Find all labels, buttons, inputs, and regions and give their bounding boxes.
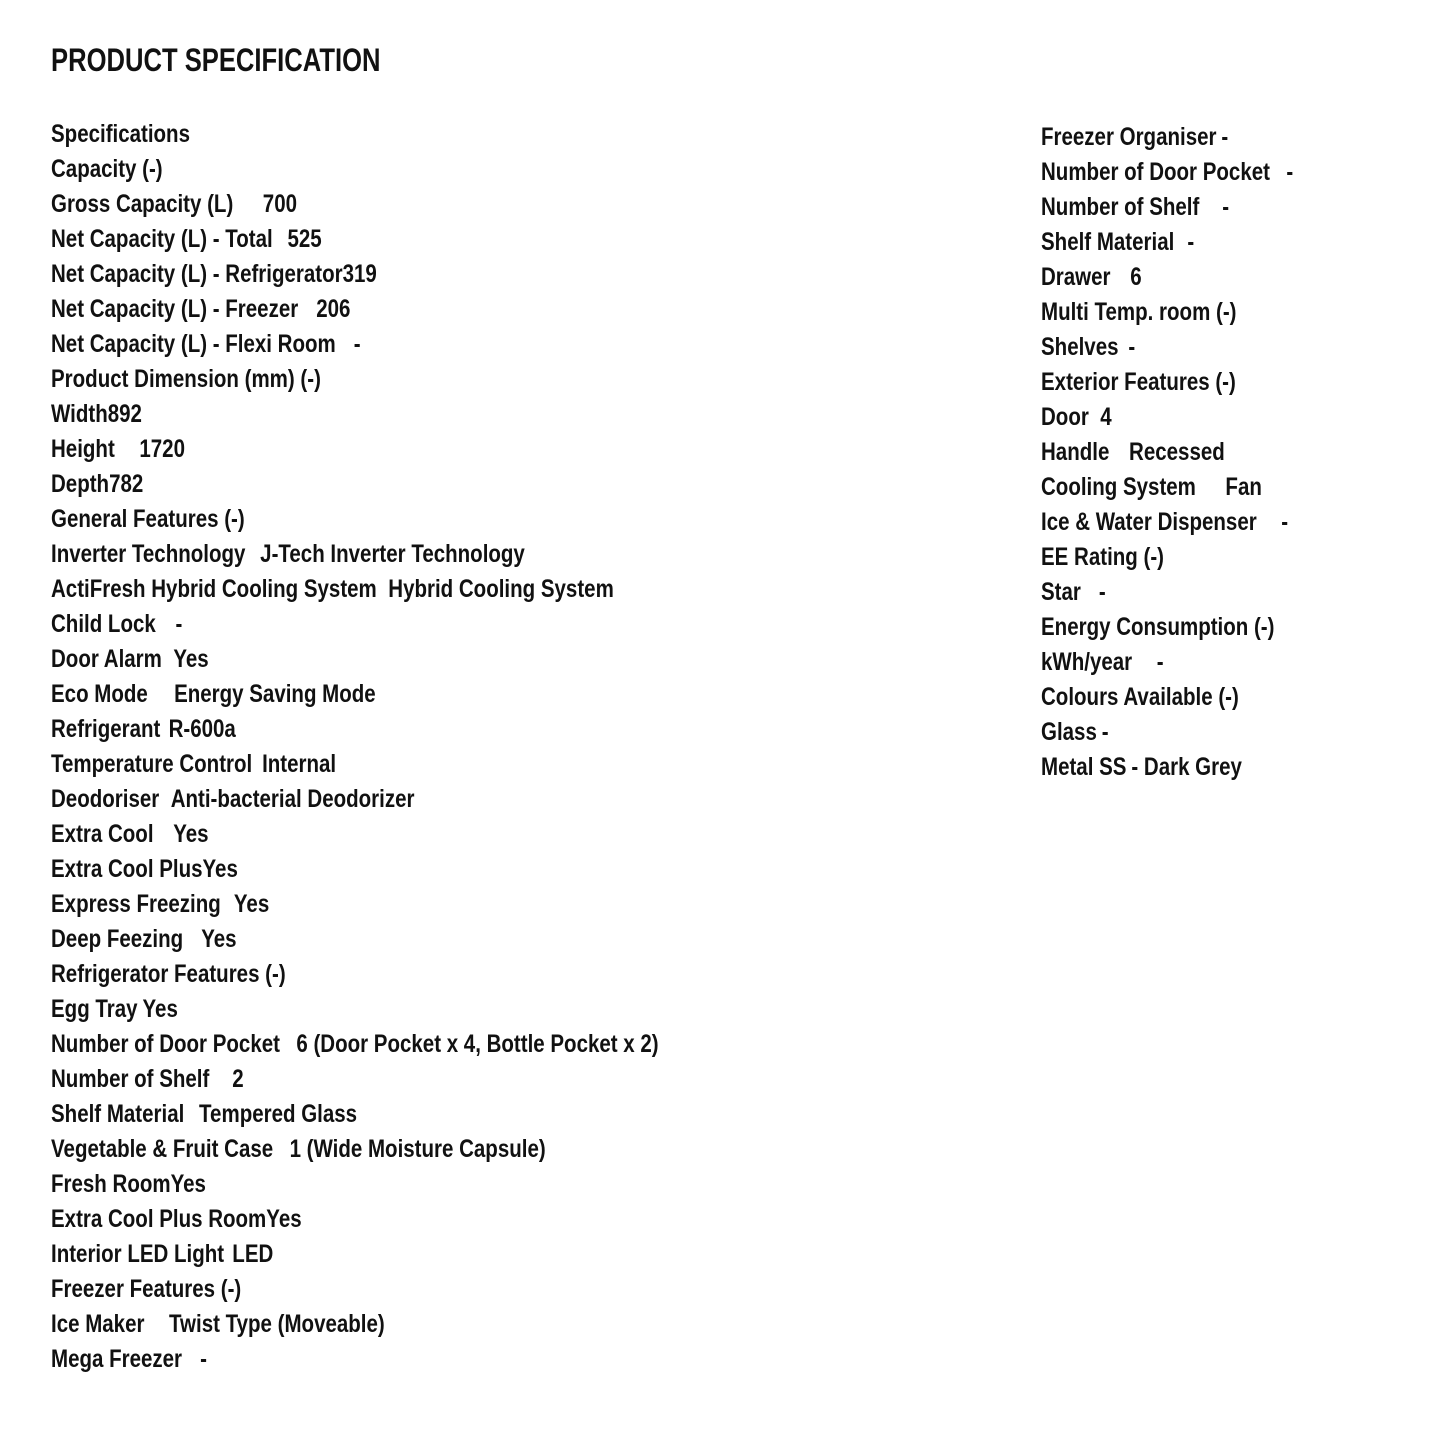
spec-label: Door Alarm — [51, 645, 162, 673]
spec-value: - — [1221, 123, 1229, 151]
spec-label: Handle — [1041, 438, 1110, 466]
spec-label: Capacity (-) — [51, 155, 163, 183]
spec-value: - — [1101, 718, 1109, 746]
spec-label: ActiFresh Hybrid Cooling System — [51, 575, 377, 603]
spec-value: - — [1286, 158, 1294, 186]
spec-row — [51, 1202, 659, 1237]
spec-label: Ice & Water Dispenser — [1041, 508, 1257, 536]
spec-label: Exterior Features (-) — [1041, 368, 1236, 396]
spec-row — [51, 922, 659, 957]
spec-value: - — [200, 1345, 207, 1373]
spec-label: Eco Mode — [51, 680, 148, 708]
spec-row — [51, 887, 659, 922]
spec-row — [51, 397, 659, 432]
spec-label: Mega Freezer — [51, 1345, 183, 1373]
spec-list-right — [1041, 120, 1349, 785]
spec-value: - — [1281, 508, 1289, 536]
spec-value: - — [175, 610, 183, 638]
spec-label: Glass — [1041, 718, 1097, 746]
spec-row — [51, 117, 659, 152]
spec-value: J-Tech Inverter Technology — [260, 540, 525, 568]
spec-row — [1041, 645, 1293, 680]
spec-row — [51, 187, 659, 222]
spec-row — [51, 152, 659, 187]
spec-label: Number of Shelf — [1041, 193, 1200, 221]
spec-row — [1041, 400, 1293, 435]
spec-row — [51, 957, 659, 992]
spec-label: Interior LED Light — [51, 1240, 225, 1268]
spec-label: Ice Maker — [51, 1310, 145, 1338]
spec-row — [51, 1237, 659, 1272]
spec-row — [1041, 365, 1293, 400]
spec-value: Yes — [233, 890, 270, 918]
spec-label: Fresh Room — [51, 1170, 171, 1198]
spec-value: Fan — [1225, 473, 1262, 501]
spec-row — [1041, 330, 1293, 365]
spec-label: Product Dimension (mm) (-) — [51, 365, 321, 393]
spec-value: - — [353, 330, 361, 358]
spec-value: - Dark Grey — [1131, 753, 1242, 781]
spec-label: Drawer — [1041, 263, 1111, 291]
spec-label: Shelf Material — [1041, 228, 1175, 256]
spec-label: Vegetable & Fruit Case — [51, 1135, 274, 1163]
spec-value: Tempered Glass — [199, 1100, 358, 1128]
spec-row — [51, 1307, 659, 1342]
spec-label: Number of Door Pocket — [1041, 158, 1270, 186]
spec-row — [1041, 120, 1293, 155]
spec-row — [51, 257, 659, 292]
spec-row — [1041, 575, 1293, 610]
spec-row — [1041, 540, 1293, 575]
spec-value: R-600a — [168, 715, 236, 743]
spec-value: 206 — [316, 295, 351, 323]
spec-label: Depth — [51, 470, 110, 498]
spec-label: Door — [1041, 403, 1089, 431]
spec-label: Specifications — [51, 120, 190, 148]
spec-row — [51, 537, 659, 572]
spec-row — [1041, 750, 1293, 785]
spec-row — [1041, 435, 1293, 470]
spec-value: Energy Saving Mode — [174, 680, 376, 708]
spec-value: 525 — [287, 225, 322, 253]
spec-row — [51, 1132, 659, 1167]
spec-label: Deep Feezing — [51, 925, 184, 953]
spec-label: Colours Available (-) — [1041, 683, 1239, 711]
spec-value: - — [1128, 333, 1136, 361]
spec-label: Child Lock — [51, 610, 156, 638]
spec-row — [51, 747, 659, 782]
spec-row — [1041, 470, 1293, 505]
spec-value: Recessed — [1129, 438, 1225, 466]
spec-row — [51, 362, 659, 397]
spec-row — [51, 1027, 659, 1062]
spec-row — [51, 327, 659, 362]
page-title: PRODUCT SPECIFICATION — [51, 42, 381, 78]
spec-value: Anti-bacterial Deodorizer — [170, 785, 415, 813]
spec-label: Extra Cool — [51, 820, 154, 848]
spec-row — [51, 467, 659, 502]
spec-label: Net Capacity (L) - Freezer — [51, 295, 299, 323]
spec-label: Extra Cool Plus — [51, 855, 203, 883]
spec-row — [51, 572, 659, 607]
spec-row — [51, 782, 659, 817]
spec-row — [51, 852, 659, 887]
spec-label: Number of Shelf — [51, 1065, 210, 1093]
spec-label: Energy Consumption (-) — [1041, 613, 1275, 641]
spec-row — [51, 712, 659, 747]
spec-label: Height — [51, 435, 115, 463]
spec-value: Yes — [266, 1205, 302, 1233]
spec-label: Express Freezing — [51, 890, 221, 918]
spec-value: Twist Type (Moveable) — [169, 1310, 385, 1338]
spec-value: Internal — [262, 750, 337, 778]
spec-row — [51, 502, 659, 537]
spec-value: LED — [232, 1240, 274, 1268]
spec-label: Freezer Features (-) — [51, 1275, 242, 1303]
spec-value: 319 — [342, 260, 377, 288]
spec-row — [1041, 155, 1293, 190]
spec-label: Star — [1041, 578, 1081, 606]
spec-label: Refrigerant — [51, 715, 161, 743]
spec-value: - — [1098, 578, 1106, 606]
spec-value: Yes — [142, 995, 178, 1023]
spec-row — [51, 677, 659, 712]
spec-value: 700 — [262, 190, 297, 218]
spec-label: Inverter Technology — [51, 540, 246, 568]
spec-label: Cooling System — [1041, 473, 1196, 501]
spec-label: Egg Tray — [51, 995, 138, 1023]
spec-label: Freezer Organiser — [1041, 123, 1217, 151]
spec-value: Hybrid Cooling System — [388, 575, 614, 603]
spec-row — [1041, 680, 1293, 715]
spec-label: Gross Capacity (L) — [51, 190, 234, 218]
spec-value: 1720 — [139, 435, 185, 463]
spec-label: EE Rating (-) — [1041, 543, 1164, 571]
spec-value: Yes — [202, 855, 238, 883]
spec-label: kWh/year — [1041, 648, 1133, 676]
spec-label: Net Capacity (L) - Flexi Room — [51, 330, 336, 358]
spec-label: Net Capacity (L) - Total — [51, 225, 273, 253]
spec-row — [51, 432, 659, 467]
spec-row — [51, 607, 659, 642]
spec-row — [51, 1062, 659, 1097]
spec-row — [1041, 225, 1293, 260]
spec-value: 892 — [107, 400, 142, 428]
spec-row — [1041, 295, 1293, 330]
spec-label: Deodoriser — [51, 785, 160, 813]
spec-value: 4 — [1100, 403, 1112, 431]
spec-row — [1041, 260, 1293, 295]
spec-row — [1041, 505, 1293, 540]
spec-label: Shelves — [1041, 333, 1119, 361]
spec-value: - — [1156, 648, 1164, 676]
spec-row — [51, 817, 659, 852]
spec-label: Width — [51, 400, 108, 428]
spec-value: - — [1187, 228, 1195, 256]
spec-label: Number of Door Pocket — [51, 1030, 280, 1058]
spec-label: Net Capacity (L) - Refrigerator — [51, 260, 343, 288]
spec-list-left — [51, 117, 792, 1377]
spec-row — [1041, 610, 1293, 645]
spec-label: Extra Cool Plus Room — [51, 1205, 267, 1233]
spec-row — [51, 642, 659, 677]
spec-value: 6 — [1130, 263, 1142, 291]
spec-value: 6 (Door Pocket x 4, Bottle Pocket x 2) — [296, 1030, 659, 1058]
spec-row — [51, 1342, 659, 1377]
spec-label: Multi Temp. room (-) — [1041, 298, 1237, 326]
spec-row — [51, 222, 659, 257]
spec-value: 2 — [232, 1065, 244, 1093]
spec-value: Yes — [170, 1170, 206, 1198]
spec-label: Shelf Material — [51, 1100, 185, 1128]
spec-label: Refrigerator Features (-) — [51, 960, 286, 988]
spec-value: - — [1222, 193, 1230, 221]
spec-label: Metal SS — [1041, 753, 1127, 781]
spec-value: 782 — [109, 470, 144, 498]
spec-row — [51, 1097, 659, 1132]
spec-value: 1 (Wide Moisture Capsule) — [289, 1135, 546, 1163]
spec-label: General Features (-) — [51, 505, 245, 533]
spec-row — [51, 992, 659, 1027]
spec-value: Yes — [173, 820, 209, 848]
spec-value: Yes — [201, 925, 237, 953]
spec-value: Yes — [173, 645, 209, 673]
spec-row — [51, 1272, 659, 1307]
spec-row — [51, 1167, 659, 1202]
spec-row — [1041, 715, 1293, 750]
spec-label: Temperature Control — [51, 750, 253, 778]
spec-row — [1041, 190, 1293, 225]
spec-row — [51, 292, 659, 327]
